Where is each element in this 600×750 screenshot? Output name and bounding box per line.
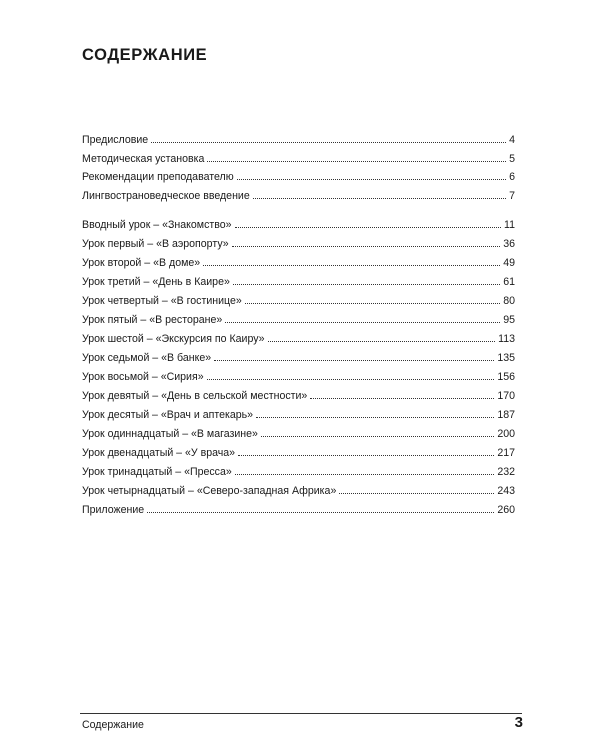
toc-entry[interactable] [82,311,515,330]
toc-entry-page: 113 [498,333,515,345]
toc-entry[interactable] [82,273,515,292]
toc-entry-label: Урок восьмой – «Сирия» [82,371,204,383]
toc-entry[interactable] [82,216,515,235]
toc-entry-label: Предисловие [82,134,149,146]
dot-leader [261,435,494,437]
dot-leader [238,454,494,456]
dot-leader [225,321,500,323]
toc-entry-page: 11 [504,219,515,231]
toc-entry[interactable] [82,187,515,206]
toc-entry[interactable] [82,330,515,349]
dot-leader [214,359,494,361]
toc-entry-label: Урок четырнадцатый – «Северо-западная Африка» [82,485,337,497]
toc-entry-page: 156 [497,371,515,383]
toc-entry-page: 61 [503,276,515,288]
toc-entry[interactable] [82,463,515,482]
toc-entry-page: 243 [497,485,515,497]
toc-entry[interactable] [82,254,515,273]
toc-entry-page: 187 [497,409,515,421]
dot-leader [256,416,494,418]
toc-entry-label: Урок девятый – «День в сельской местности» [82,390,308,402]
dot-leader [151,141,506,143]
toc-entry[interactable] [82,387,515,406]
dot-leader [310,397,494,399]
toc-entry-label: Урок третий – «День в Каире» [82,276,230,288]
toc-entry-label: Урок первый – «В аэропорту» [82,238,229,250]
dot-leader [233,283,500,285]
toc-entry[interactable] [82,368,515,387]
toc-entry[interactable] [82,425,515,444]
toc-entry[interactable] [82,150,515,169]
toc-entry-label: Урок тринадцатый – «Пресса» [82,466,232,478]
toc-entry-label: Урок одиннадцатый – «В магазине» [82,428,258,440]
page-title: СОДЕРЖАНИЕ [82,46,208,64]
toc-front-matter [82,131,515,206]
toc-lessons [82,216,515,520]
toc-entry-page: 5 [509,152,515,165]
dot-leader [253,197,506,199]
toc-entry-label: Лингвострановедческое введение [82,190,250,203]
dot-leader [207,160,506,162]
footer-section-title: Содержание [82,719,144,731]
toc-entry-label: Урок двенадцатый – «У врача» [82,447,236,459]
toc-entry-label: Методическая установка [82,152,205,165]
toc-entry-label: Приложение [82,504,145,516]
toc-entry-page: 260 [497,504,515,516]
toc-entry-page: 49 [503,257,515,269]
toc-entry-page: 95 [503,314,515,326]
footer-page-number: 3 [514,714,523,731]
toc-entry-label: Вводный урок – «Знакомство» [82,219,232,231]
toc-entry[interactable] [82,292,515,311]
toc-entry[interactable] [82,406,515,425]
toc-entry-label: Рекомендации преподавателю [82,171,234,184]
dot-leader [147,511,494,513]
toc-entry[interactable] [82,235,515,254]
toc-entry-label: Урок шестой – «Экскурсия по Каиру» [82,333,265,345]
dot-leader [339,492,494,494]
toc-entry-page: 135 [497,352,515,364]
toc-entry[interactable] [82,349,515,368]
dot-leader [203,264,500,266]
toc-entry-label: Урок десятый – «Врач и аптекарь» [82,409,254,421]
toc-entry-page: 6 [509,171,515,184]
toc-entry[interactable] [82,131,515,150]
toc-entry[interactable] [82,482,515,501]
dot-leader [235,226,501,228]
toc-entry[interactable] [82,501,515,520]
dot-leader [245,302,500,304]
dot-leader [207,378,495,380]
toc-entry-page: 7 [509,190,515,203]
toc-entry-page: 36 [503,238,515,250]
toc-entry-page: 170 [497,390,515,402]
toc-entry-label: Урок седьмой – «В банке» [82,352,212,364]
toc-entry-page: 217 [497,447,515,459]
dot-leader [232,245,501,247]
toc-entry-label: Урок второй – «В доме» [82,257,201,269]
toc-entry-label: Урок четвертый – «В гостинице» [82,295,242,307]
footer-rule [80,713,522,714]
toc-entry[interactable] [82,444,515,463]
dot-leader [235,473,495,475]
toc-entry-page: 80 [503,295,515,307]
dot-leader [268,340,496,342]
toc-entry-page: 200 [497,428,515,440]
toc-entry-page: 232 [497,466,515,478]
toc-entry-label: Урок пятый – «В ресторане» [82,314,223,326]
dot-leader [237,178,506,180]
toc-entry[interactable] [82,168,515,187]
toc-entry-page: 4 [509,134,515,146]
